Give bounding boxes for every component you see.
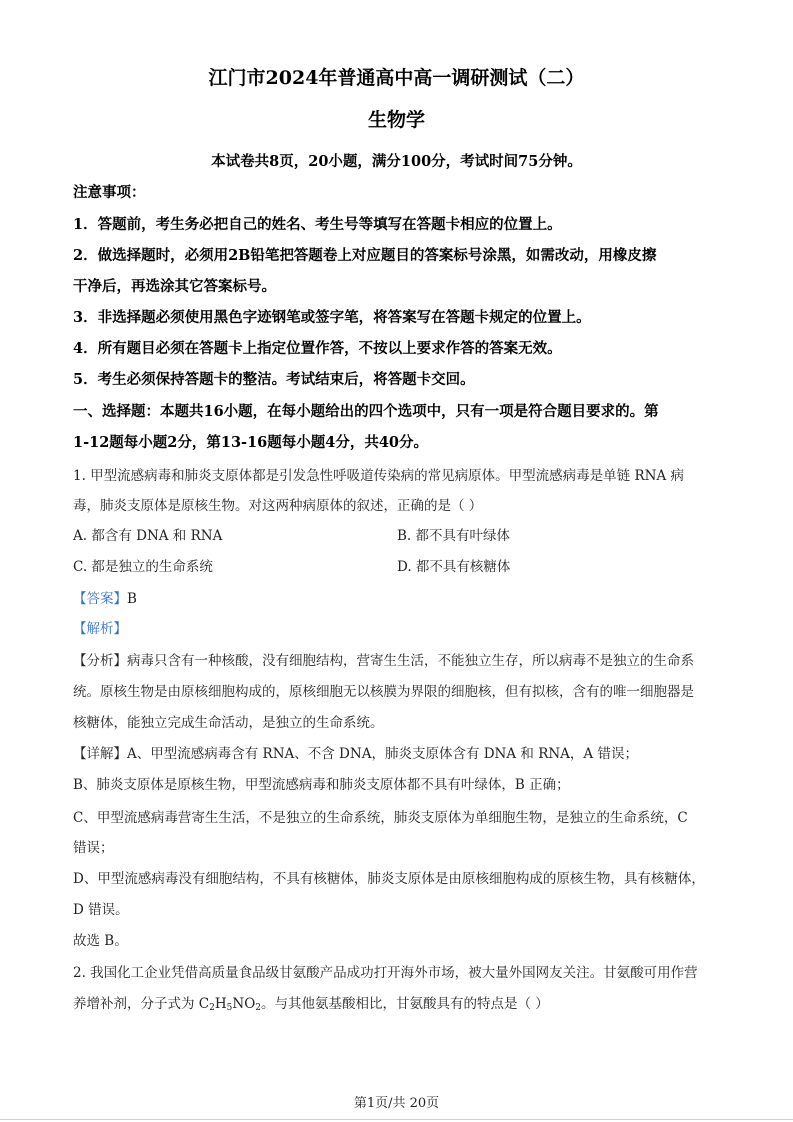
option-c: C. 都是独立的生命系统 — [73, 559, 213, 575]
xiangjie-tag: 【详解】 — [73, 746, 127, 762]
notice-heading: 注意事项： — [73, 184, 146, 201]
exam-info: 本试卷共8页，20小题，满分100分，考试时间75分钟。 — [211, 153, 582, 170]
analysis-tag: 【解析】 — [73, 621, 127, 637]
xiangjie-c-cont: 错误； — [73, 840, 114, 856]
notice-item: 1．答题前，考生务必把自己的姓名、考生号等填写在答题卡相应的位置上。 — [73, 216, 562, 233]
exam-title: 江门市2024年普通高中高一调研测试（二） — [208, 67, 585, 89]
xiangjie-b: B、肺炎支原体是原核生物，甲型流感病毒和肺炎支原体都不具有叶绿体，B 正确； — [73, 777, 570, 793]
option-b: B. 都不具有叶绿体 — [397, 528, 511, 544]
subscript: 5 — [226, 1003, 233, 1013]
fenxi-tag: 【分析】 — [73, 653, 127, 669]
section-heading-cont: 1-12题每小题2分，第13-16题每小题4分，共40分。 — [73, 434, 429, 451]
stem-text: 养增补剂，分子式为 C — [73, 996, 210, 1012]
subject-title: 生物学 — [367, 109, 425, 131]
question-2-stem-cont — [73, 992, 723, 1013]
formula-part: NO — [232, 996, 256, 1012]
option-d: D. 都不具有核糖体 — [397, 559, 511, 575]
fenxi-text-cont: 统。原核生物是由原核细胞构成的，原核细胞无以核膜为界限的细胞核，但有拟核，含有的唯一细胞器是 — [73, 684, 694, 700]
conclusion: 故选 B。 — [73, 933, 128, 949]
notice-item: 3．非选择题必须使用黑色字迹钢笔或签字笔，将答案写在答题卡规定的位置上。 — [73, 309, 591, 326]
section-heading: 一、选择题：本题共16小题，在每小题给出的四个选项中，只有一项是符合题目要求的。第 — [73, 403, 659, 420]
answer-tag: 【答案】 — [73, 591, 127, 607]
answer-value: B — [127, 591, 137, 607]
xiangjie-d-cont: D 错误。 — [73, 902, 129, 918]
xiangjie-line — [73, 742, 723, 762]
bottom-divider — [0, 1119, 793, 1120]
question-1-stem-cont: 毒，肺炎支原体是原核生物。对这两种病原体的叙述，正确的是（ ） — [73, 498, 483, 514]
fenxi-text: 病毒只含有一种核酸，没有细胞结构，营寄生生活，不能独立生存，所以病毒不是独立的生命系 — [127, 653, 694, 669]
xiangjie-d: D、甲型流感病毒没有细胞结构，不具有核糖体，肺炎支原体是由原核细胞构成的原核生物，具有核糖体， — [73, 871, 705, 887]
notice-item: 2．做选择题时，必须用2B铅笔把答题卷上对应题目的答案标号涂黑，如需改动，用橡皮擦 — [73, 247, 657, 264]
subscript: 2 — [255, 1003, 261, 1013]
xiangjie-a: A、甲型流感病毒含有 RNA、不含 DNA，肺炎支原体含有 DNA 和 RNA，A 错误； — [127, 746, 638, 762]
question-1-stem: 1. 甲型流感病毒和肺炎支原体都是引发急性呼吸道传染病的常见病原体。甲型流感病毒是单链 RNA 病 — [73, 468, 684, 484]
fenxi-line — [73, 649, 723, 669]
formula-part: H — [214, 996, 227, 1012]
answer-line — [73, 587, 723, 607]
fenxi-text-cont: 核糖体，能独立完成生命活动，是独立的生命系统。 — [73, 715, 384, 731]
notice-item: 5．考生必须保持答题卡的整洁。考试结束后，将答题卡交回。 — [73, 371, 475, 388]
subscript: 2 — [209, 1003, 215, 1013]
stem-text: 。与其他氨基酸相比，甘氨酸具有的特点是（ ） — [261, 996, 549, 1012]
page-number: 第1页/共 20页 — [353, 1096, 440, 1111]
question-2-stem: 2. 我国化工企业凭借高质量食品级甘氨酸产品成功打开海外市场，被大量外国网友关注。甘氨酸可用作营 — [73, 965, 698, 981]
option-a: A. 都含有 DNA 和 RNA — [73, 528, 223, 544]
xiangjie-c: C、甲型流感病毒营寄生生活，不是独立的生命系统，肺炎支原体为单细胞生物，是独立的生命系统，C — [73, 810, 688, 826]
notice-item: 干净后，再选涂其它答案标号。 — [73, 278, 276, 295]
notice-item: 4．所有题目必须在答题卡上指定位置作答，不按以上要求作答的答案无效。 — [73, 340, 562, 357]
